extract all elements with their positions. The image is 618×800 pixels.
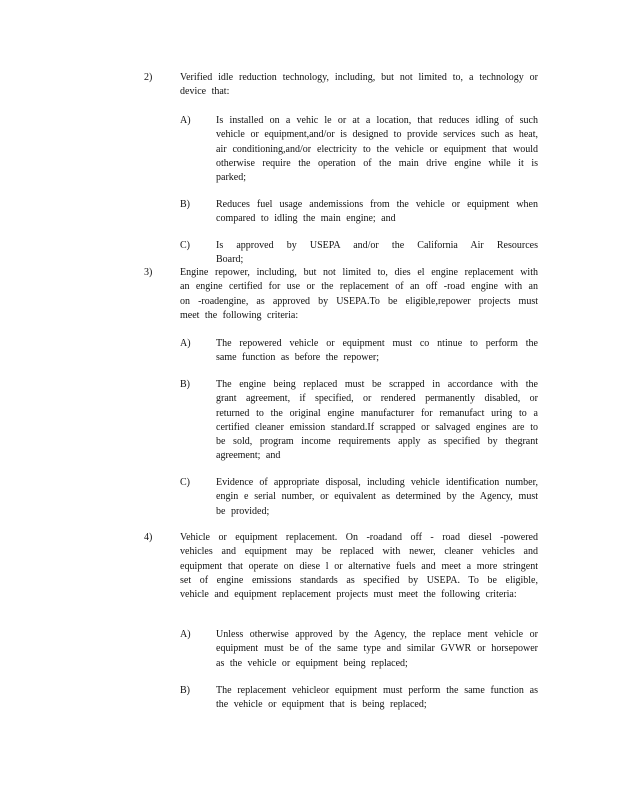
section-2	[144, 71, 540, 100]
section-4-item-a	[180, 628, 538, 671]
item-text: Evidence of appropriate disposal, including vehicle identification number, engin e serial number, or equivalent as determined by the Agency, must be provided;	[216, 477, 538, 517]
item-number: B)	[180, 379, 190, 390]
item-text: The repowered vehicle or equipment must co ntinue to perform the same function as before the repower;	[216, 338, 538, 364]
section-2-item-c	[180, 239, 538, 268]
section-3-item-c	[180, 476, 538, 519]
section-3-item-a	[180, 337, 538, 366]
item-text: Unless otherwise approved by the Agency, the replace ment vehicle or equipment must be of the same type and similar GVWR or horsepower as the vehicle or equipment being replaced;	[216, 629, 538, 669]
item-number: A)	[180, 115, 191, 126]
item-number: A)	[180, 338, 191, 349]
section-4	[144, 531, 540, 602]
section-number: 3)	[144, 267, 153, 278]
item-number: C)	[180, 477, 190, 488]
section-text: Vehicle or equipment replacement. On -roadand off - road diesel -powered vehicles and equipment may be replaced with newer, cleaner vehicles and equipment that operate on diese l or alternative fuels and meet a more stringent set of engine emissions standards as specified by USEPA. To be eligible, vehicle and equipment replacement projects must meet the following criteria:	[180, 532, 538, 601]
item-text: Reduces fuel usage andemissions from the vehicle or equipment when compared to idling the main engine; and	[216, 199, 538, 225]
section-text: Verified idle reduction technology, including, but not limited to, a technology or device that:	[180, 72, 538, 98]
section-3-item-b	[180, 378, 538, 464]
section-2-item-a	[180, 114, 538, 185]
section-text: Engine repower, including, but not limited to, dies el engine replacement with an engine certified for use or the replacement of an off -road engine with an on -roadengine, as approved by USEPA.To be eligible,repower projects must meet the following criteria:	[180, 267, 538, 321]
item-text: Is approved by USEPA and/or the California Air Resources Board;	[216, 240, 538, 266]
item-number: B)	[180, 199, 190, 210]
section-3	[144, 266, 540, 323]
section-number: 2)	[144, 72, 153, 83]
item-text: The engine being replaced must be scrapped in accordance with the grant agreement, if specified, or rendered permanently disabled, or returned to the original engine manufacturer for remanufact uring to a certified cleaner emission standard.If scrapped or salvaged engines are to be sold, program income requirements apply as specified by thegrant agreement; and	[216, 379, 538, 462]
item-number: C)	[180, 240, 190, 251]
item-text: The replacement vehicleor equipment must perform the same function as the vehicle or equipment that is being replaced;	[216, 685, 538, 711]
item-number: A)	[180, 629, 191, 640]
item-text: Is installed on a vehic le or at a location, that reduces idling of such vehicle or equipment,and/or is designed to provide services such as heat, air conditioning,and/or electricity to the vehicle or equipment that would otherwise require the operation of the main drive engine while it is parked;	[216, 115, 538, 184]
section-4-item-b	[180, 684, 538, 713]
section-number: 4)	[144, 532, 153, 543]
section-2-item-b	[180, 198, 538, 227]
item-number: B)	[180, 685, 190, 696]
